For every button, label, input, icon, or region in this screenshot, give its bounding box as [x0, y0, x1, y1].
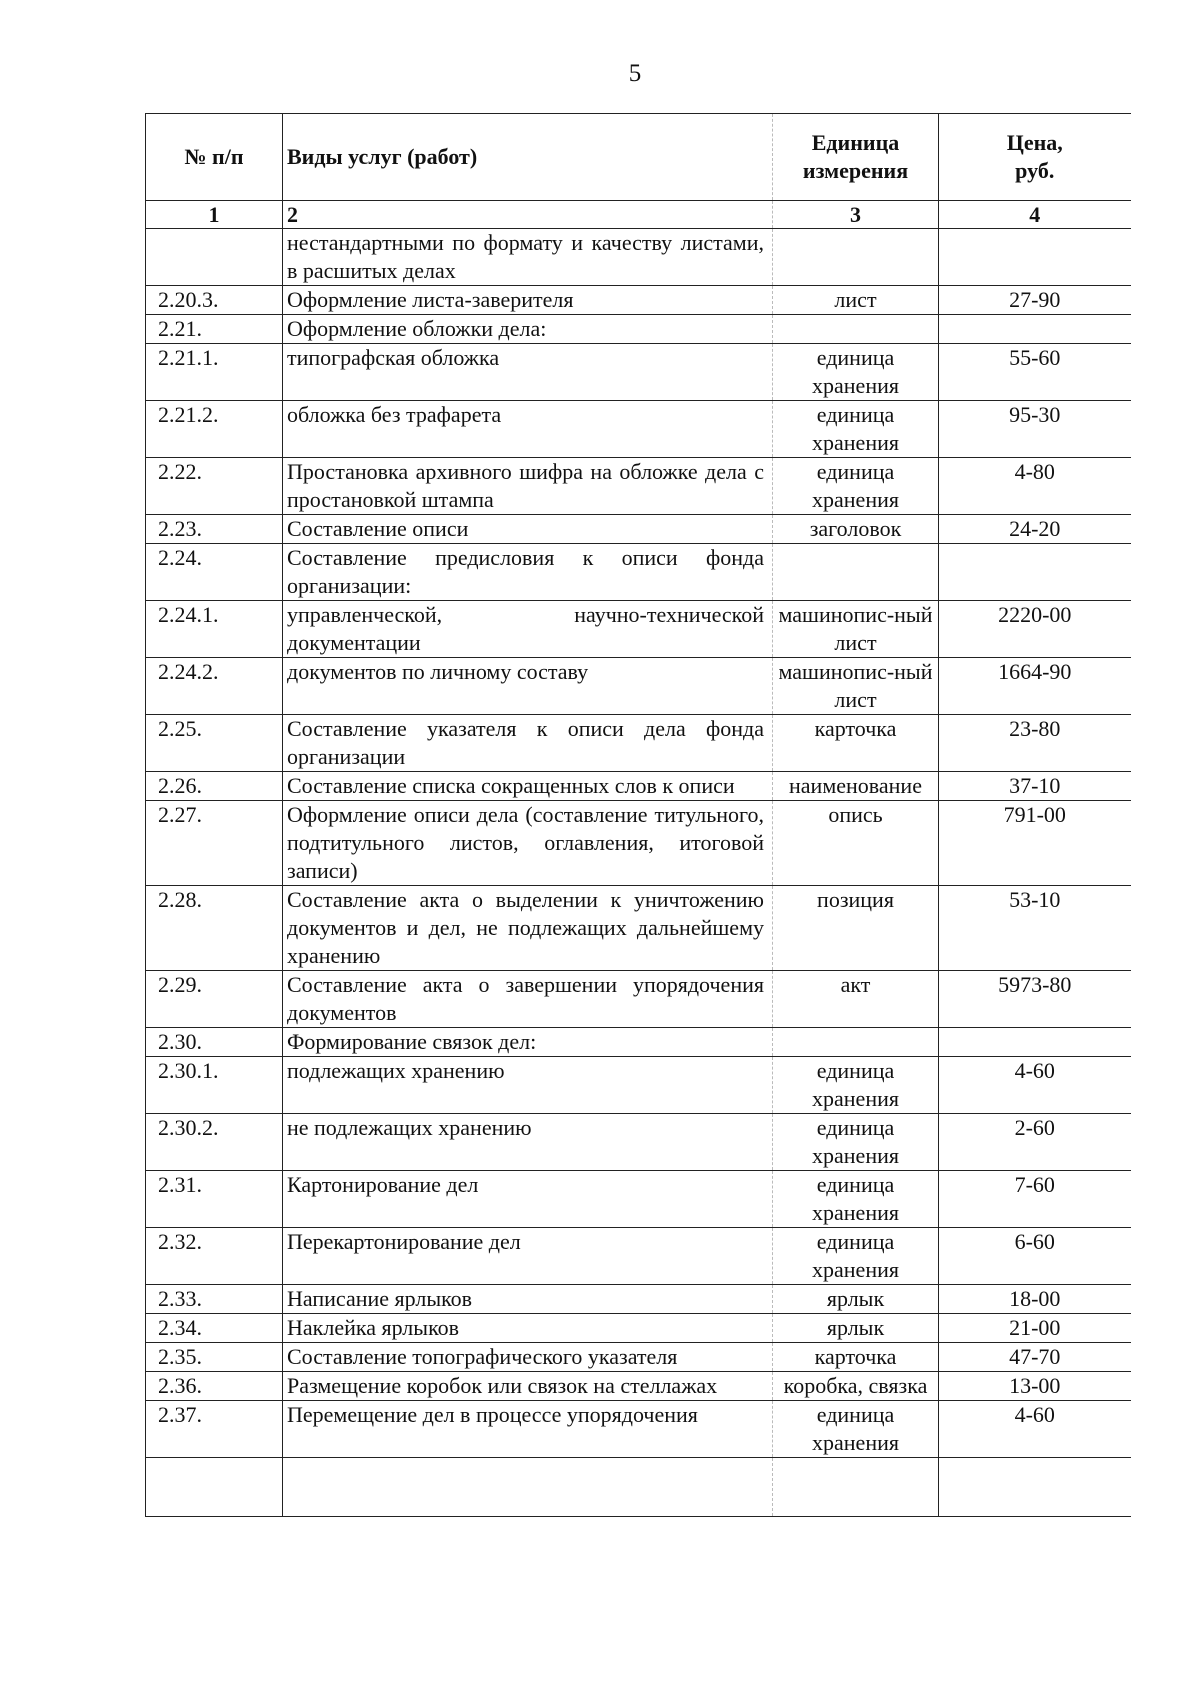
- row-service: Перекартонирование дел: [283, 1228, 773, 1285]
- row-price: 27-90: [939, 286, 1131, 315]
- row-unit: [773, 229, 939, 286]
- row-price: 6-60: [939, 1228, 1131, 1285]
- row-price: 2-60: [939, 1114, 1131, 1171]
- column-number-row: [146, 201, 1131, 229]
- header-service: Виды услуг (работ): [283, 114, 773, 201]
- row-unit: карточка: [773, 1343, 939, 1372]
- row-price: 23-80: [939, 715, 1131, 772]
- table-row: [146, 601, 1131, 658]
- row-price: 4-60: [939, 1057, 1131, 1114]
- row-unit: ярлык: [773, 1285, 939, 1314]
- row-number: 2.35.: [146, 1343, 283, 1372]
- row-service: Составление акта о выделении к уничтожению документов и дел, не подлежащих дальнейшему хранению: [283, 886, 773, 971]
- table-row: [146, 971, 1131, 1028]
- row-service: Размещение коробок или связок на стеллажах: [283, 1372, 773, 1401]
- row-number: 2.21.2.: [146, 401, 283, 458]
- row-service: документов по личному составу: [283, 658, 773, 715]
- row-service: Перемещение дел в процессе упорядочения: [283, 1401, 773, 1458]
- row-service: Составление списка сокращенных слов к описи: [283, 772, 773, 801]
- table-row: [146, 1114, 1131, 1171]
- row-number: 2.21.: [146, 315, 283, 344]
- row-unit: машинопис-ный лист: [773, 601, 939, 658]
- row-price: 55-60: [939, 344, 1131, 401]
- row-unit: единица хранения: [773, 458, 939, 515]
- row-unit: лист: [773, 286, 939, 315]
- table-row: [146, 801, 1131, 886]
- table-row: [146, 286, 1131, 315]
- row-service: обложка без трафарета: [283, 401, 773, 458]
- row-price: 4-60: [939, 1401, 1131, 1458]
- row-price: 37-10: [939, 772, 1131, 801]
- row-price: [939, 1028, 1131, 1057]
- table-row: [146, 1314, 1131, 1343]
- row-price: [939, 544, 1131, 601]
- row-number: 2.33.: [146, 1285, 283, 1314]
- table-row: [146, 515, 1131, 544]
- row-service: Картонирование дел: [283, 1171, 773, 1228]
- row-service: Оформление описи дела (составление титульного, подтитульного листов, оглавления, итоговой записи): [283, 801, 773, 886]
- row-unit: [773, 315, 939, 344]
- row-service: Оформление листа-заверителя: [283, 286, 773, 315]
- row-service: Написание ярлыков: [283, 1285, 773, 1314]
- row-price: 21-00: [939, 1314, 1131, 1343]
- row-number: 2.23.: [146, 515, 283, 544]
- table-row: [146, 886, 1131, 971]
- table-row: [146, 1285, 1131, 1314]
- row-service: управленческой, научно-технической документации: [283, 601, 773, 658]
- table-row: [146, 1228, 1131, 1285]
- row-service: Составление описи: [283, 515, 773, 544]
- page-number: 5: [628, 60, 642, 87]
- table-header-row: [146, 114, 1131, 201]
- row-service: Формирование связок дел:: [283, 1028, 773, 1057]
- row-unit: позиция: [773, 886, 939, 971]
- row-service: Оформление обложки дела:: [283, 315, 773, 344]
- row-number: 2.31.: [146, 1171, 283, 1228]
- row-number: 2.24.: [146, 544, 283, 601]
- row-price: 5973-80: [939, 971, 1131, 1028]
- row-number: 2.20.3.: [146, 286, 283, 315]
- row-price: 7-60: [939, 1171, 1131, 1228]
- table-row: [146, 772, 1131, 801]
- table-row: [146, 715, 1131, 772]
- column-number: 4: [939, 201, 1131, 229]
- table-end-row: [146, 1458, 1131, 1517]
- row-unit: наименование: [773, 772, 939, 801]
- row-price: 2220-00: [939, 601, 1131, 658]
- row-service: Составление предисловия к описи фонда организации:: [283, 544, 773, 601]
- row-service: нестандартными по формату и качеству листами, в расшитых делах: [283, 229, 773, 286]
- row-unit: единица хранения: [773, 1228, 939, 1285]
- row-number: 2.24.1.: [146, 601, 283, 658]
- row-number: 2.30.2.: [146, 1114, 283, 1171]
- row-service: Составление указателя к описи дела фонда организации: [283, 715, 773, 772]
- row-number: [146, 229, 283, 286]
- row-unit: единица хранения: [773, 344, 939, 401]
- row-unit: [773, 1028, 939, 1057]
- table-row: [146, 1401, 1131, 1458]
- row-unit: коробка, связка: [773, 1372, 939, 1401]
- row-unit: единица хранения: [773, 1171, 939, 1228]
- row-number: 2.25.: [146, 715, 283, 772]
- row-service: Составление топографического указателя: [283, 1343, 773, 1372]
- row-service: Простановка архивного шифра на обложке дела с простановкой штампа: [283, 458, 773, 515]
- row-price: 18-00: [939, 1285, 1131, 1314]
- row-price: 791-00: [939, 801, 1131, 886]
- column-number: 3: [773, 201, 939, 229]
- row-service: подлежащих хранению: [283, 1057, 773, 1114]
- row-price: 4-80: [939, 458, 1131, 515]
- row-unit: единица хранения: [773, 1057, 939, 1114]
- row-unit: единица хранения: [773, 1114, 939, 1171]
- row-price: 1664-90: [939, 658, 1131, 715]
- row-service: Наклейка ярлыков: [283, 1314, 773, 1343]
- row-price: [939, 229, 1131, 286]
- row-number: 2.27.: [146, 801, 283, 886]
- row-unit: [773, 544, 939, 601]
- row-unit: единица хранения: [773, 401, 939, 458]
- table-row: [146, 1057, 1131, 1114]
- row-number: 2.24.2.: [146, 658, 283, 715]
- row-number: 2.32.: [146, 1228, 283, 1285]
- table-row: [146, 658, 1131, 715]
- table-row: [146, 401, 1131, 458]
- column-number: 1: [146, 201, 283, 229]
- row-unit: акт: [773, 971, 939, 1028]
- header-price: Цена, руб.: [939, 114, 1131, 201]
- table-row: [146, 1171, 1131, 1228]
- table-row: [146, 458, 1131, 515]
- row-number: 2.26.: [146, 772, 283, 801]
- header-unit: Единица измерения: [773, 114, 939, 201]
- table-row: [146, 544, 1131, 601]
- row-unit: опись: [773, 801, 939, 886]
- row-number: 2.29.: [146, 971, 283, 1028]
- row-number: 2.34.: [146, 1314, 283, 1343]
- row-number: 2.30.1.: [146, 1057, 283, 1114]
- price-table: [145, 113, 1131, 1517]
- table-row: [146, 1372, 1131, 1401]
- row-price: 47-70: [939, 1343, 1131, 1372]
- row-service: не подлежащих хранению: [283, 1114, 773, 1171]
- row-price: 95-30: [939, 401, 1131, 458]
- column-number: 2: [283, 201, 773, 229]
- row-unit: карточка: [773, 715, 939, 772]
- row-price: [939, 315, 1131, 344]
- row-unit: заголовок: [773, 515, 939, 544]
- header-number: № п/п: [146, 114, 283, 201]
- row-unit: ярлык: [773, 1314, 939, 1343]
- table-row: [146, 1028, 1131, 1057]
- row-service: типографская обложка: [283, 344, 773, 401]
- row-price: 53-10: [939, 886, 1131, 971]
- row-unit: единица хранения: [773, 1401, 939, 1458]
- table-row: [146, 1343, 1131, 1372]
- row-number: 2.37.: [146, 1401, 283, 1458]
- row-service: Составление акта о завершении упорядочения документов: [283, 971, 773, 1028]
- row-number: 2.30.: [146, 1028, 283, 1057]
- table-row: [146, 229, 1131, 286]
- row-price: 24-20: [939, 515, 1131, 544]
- row-unit: машинопис-ный лист: [773, 658, 939, 715]
- row-number: 2.36.: [146, 1372, 283, 1401]
- row-number: 2.22.: [146, 458, 283, 515]
- table-row: [146, 315, 1131, 344]
- row-price: 13-00: [939, 1372, 1131, 1401]
- table-row: [146, 344, 1131, 401]
- row-number: 2.21.1.: [146, 344, 283, 401]
- row-number: 2.28.: [146, 886, 283, 971]
